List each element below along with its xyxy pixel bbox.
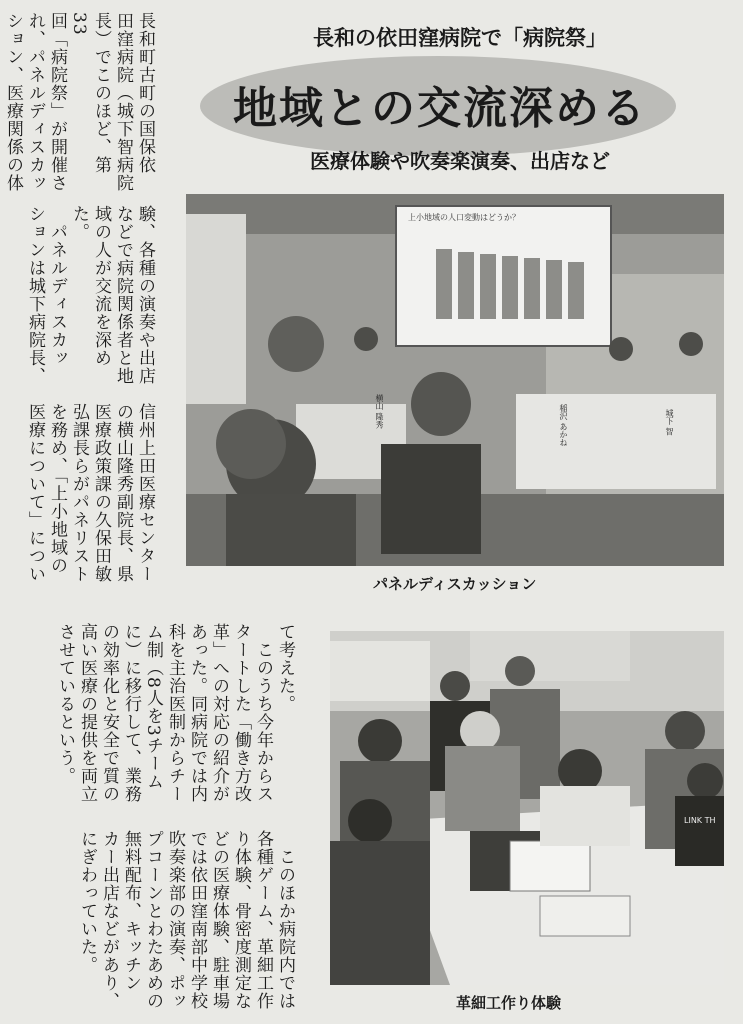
article-col1-text: 長和町古町の国保依 田窪病院（城下智病院 長）でこのほど、第33 回「病院祭」が開催さ れ、パネルディスカッ ション、医療関係の体: [3, 12, 155, 192]
article-col3-block: [18, 403, 178, 613]
article-col2-block: [18, 205, 178, 395]
kicker: 長和の依田窪病院で「病院祭」: [313, 26, 607, 50]
article-col4-text: て考えた。 このうち今年からス タートした「働き方改 革」への対応の紹介が あった。同病院では内 科を主治医制からチー ム制（8人を3チーム に）に移行して、業務 の効率化と安全で質の 高い医療の提供を両立 させているという。: [55, 623, 295, 803]
article-col2-text: 験、各種の演奏や出店 などで病院関係者と地 域の人が交流を深め た。 パネルディスカッ ションは城下病院長、: [25, 205, 155, 385]
article-col4-block: [18, 623, 318, 823]
nameplate-yokoyama: 横山 隆秀: [375, 394, 384, 429]
nameplate-shiroshita: 城下 智: [665, 409, 674, 436]
photo-panel-discussion: [186, 194, 724, 566]
article-col1-block: [3, 12, 178, 197]
subhead: 医療体験や吹奏楽演奏、出店など: [310, 149, 610, 173]
article-col3-text: 信州上田医療センター の横山隆秀副院長、県 医療政策課の久保田敏 弘課長らがパネリスト を務め、「上小地域の 医療について」につい: [25, 403, 155, 583]
shirt-text: LINK TH: [684, 816, 716, 825]
article-col5-text: このほか病院内では 各種ゲーム、革細工作 り体験、骨密度測定な どの医療体験、駐車場 では依田窪南部中学校 吹奏楽部の演奏、ポッ プコーンとわたあめの 無料配布、キッチン カー出店などがあり、 にぎわっていた。: [77, 830, 295, 1010]
article-col5-block: [18, 830, 318, 1015]
headline: 地域との交流深める: [233, 83, 647, 134]
slide-title: 上小地域の人口変動はどうか？: [408, 213, 520, 222]
panel-photo-illustration: [186, 194, 724, 566]
photo-leather-craft: [330, 631, 724, 985]
craft-photo-illustration: [330, 631, 724, 985]
photo2-caption: 革細工作り体験: [456, 994, 562, 1012]
photo1-caption: パネルディスカッション: [373, 575, 537, 593]
nameplate-inazawa: 稲沢 あかね: [559, 404, 568, 447]
